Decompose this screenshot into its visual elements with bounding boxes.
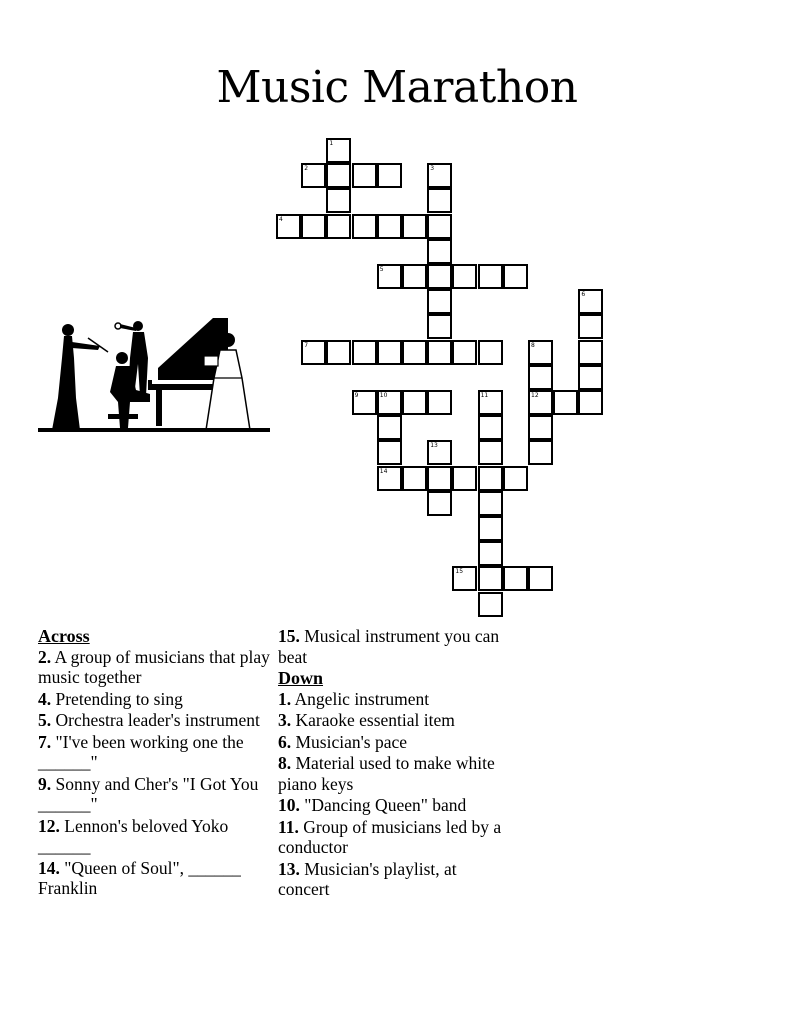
- crossword-cell[interactable]: [402, 390, 427, 415]
- crossword-cell[interactable]: [427, 188, 452, 213]
- page-title: Music Marathon: [216, 62, 578, 113]
- crossword-cell[interactable]: [276, 214, 301, 239]
- crossword-cell[interactable]: [326, 188, 351, 213]
- crossword-cell[interactable]: [578, 390, 603, 415]
- crossword-cell[interactable]: [452, 566, 477, 591]
- crossword-cell[interactable]: [301, 214, 326, 239]
- crossword-cell[interactable]: [478, 390, 503, 415]
- cell-number: 9: [354, 392, 359, 399]
- cell-number: 8: [531, 341, 535, 349]
- crossword-cell[interactable]: [578, 365, 603, 390]
- crossword-cell[interactable]: [478, 466, 503, 491]
- cell-number: 3: [430, 165, 435, 173]
- clue-across: 9. Sonny and Cher's "I Got You ______": [38, 773, 259, 814]
- crossword-cell[interactable]: [452, 264, 477, 289]
- clue-across: 7. "I've been working one the ______": [38, 731, 244, 772]
- crossword-cell[interactable]: [528, 440, 553, 465]
- crossword-cell[interactable]: [427, 289, 452, 314]
- cell-number: 12: [531, 392, 539, 399]
- crossword-cell[interactable]: [326, 340, 351, 365]
- crossword-cell[interactable]: [402, 264, 427, 289]
- crossword-cell[interactable]: [427, 440, 452, 465]
- crossword-cell[interactable]: [478, 440, 503, 465]
- clue-across: 14. "Queen of Soul", ______ Franklin: [38, 857, 241, 898]
- cell-number: 7: [304, 341, 309, 349]
- crossword-cell[interactable]: [478, 491, 503, 516]
- crossword-cell[interactable]: [427, 390, 452, 415]
- crossword-cell[interactable]: [503, 264, 528, 289]
- clues-column-right: [278, 626, 508, 901]
- crossword-cell[interactable]: [427, 264, 452, 289]
- crossword-cell[interactable]: [377, 214, 402, 239]
- crossword-cell[interactable]: [528, 390, 553, 415]
- clue-down: 3. Karaoke essential item: [278, 710, 455, 730]
- cell-number: 11: [480, 392, 489, 399]
- crossword-cell[interactable]: [452, 340, 477, 365]
- crossword-cell[interactable]: [402, 466, 427, 491]
- musicians-illustration: [38, 318, 270, 436]
- crossword-cell[interactable]: [553, 390, 578, 415]
- clue-down: 1. Angelic instrument: [278, 688, 430, 709]
- crossword-cell[interactable]: [528, 566, 553, 591]
- crossword-cell[interactable]: [301, 340, 326, 365]
- crossword-cell[interactable]: [503, 566, 528, 591]
- cell-number: 2: [304, 165, 309, 173]
- crossword-cell[interactable]: [427, 214, 452, 239]
- clue-across: 12. Lennon's beloved Yoko ______: [38, 815, 229, 856]
- crossword-cell[interactable]: [427, 340, 452, 365]
- crossword-cell[interactable]: [352, 214, 377, 239]
- crossword-cell[interactable]: [478, 566, 503, 591]
- crossword-cell[interactable]: [427, 491, 452, 516]
- down-heading: Down: [278, 668, 324, 688]
- crossword-cell[interactable]: [503, 466, 528, 491]
- crossword-cell[interactable]: [326, 163, 351, 188]
- crossword-cell[interactable]: [578, 289, 603, 314]
- crossword-cell[interactable]: [377, 440, 402, 465]
- crossword-cell[interactable]: [301, 163, 326, 188]
- crossword-cell[interactable]: [326, 138, 351, 163]
- cell-number: 15: [455, 568, 464, 576]
- clue-across: 5. Orchestra leader's instrument: [38, 710, 260, 730]
- crossword-cell[interactable]: [528, 365, 553, 390]
- crossword-cell[interactable]: [352, 163, 377, 188]
- clue-across: 4. Pretending to sing: [38, 688, 183, 709]
- crossword-cell[interactable]: [377, 163, 402, 188]
- crossword-cell[interactable]: [427, 314, 452, 339]
- crossword-cell[interactable]: [578, 314, 603, 339]
- cell-number: 5: [379, 266, 384, 273]
- crossword-cell[interactable]: [377, 390, 402, 415]
- crossword-cell[interactable]: [427, 163, 452, 188]
- clue-down: 8. Material used to make white piano keys: [278, 753, 495, 794]
- clue-across: 15. Musical instrument you can beat: [278, 626, 500, 667]
- cell-number: 10: [379, 392, 388, 399]
- crossword-cell[interactable]: [352, 390, 377, 415]
- clue-down: 11. Group of musicians led by a conductor: [278, 816, 502, 857]
- crossword-cell[interactable]: [402, 340, 427, 365]
- crossword-cell[interactable]: [578, 340, 603, 365]
- clue-down: 10. "Dancing Queen" band: [278, 795, 467, 815]
- crossword-cell[interactable]: [478, 264, 503, 289]
- clue-across: 2. A group of musicians that play music together: [38, 646, 270, 687]
- crossword-cell[interactable]: [478, 541, 503, 566]
- crossword-cell[interactable]: [452, 466, 477, 491]
- crossword-cell[interactable]: [377, 340, 402, 365]
- across-heading: Across: [38, 626, 90, 646]
- crossword-cell[interactable]: [528, 415, 553, 440]
- cell-number: 6: [581, 291, 586, 299]
- crossword-cell[interactable]: [427, 239, 452, 264]
- crossword-cell[interactable]: [402, 214, 427, 239]
- crossword-cell[interactable]: [352, 340, 377, 365]
- cell-number: 1: [329, 140, 334, 147]
- cell-number: 13: [430, 442, 438, 450]
- clues-column-left: [38, 626, 278, 900]
- crossword-cell[interactable]: [478, 340, 503, 365]
- cell-number: 14: [379, 467, 388, 475]
- crossword-cell[interactable]: [528, 340, 553, 365]
- clue-down: 6. Musician's pace: [278, 731, 408, 752]
- crossword-cell[interactable]: [478, 415, 503, 440]
- crossword-cell[interactable]: [377, 466, 402, 491]
- clue-down: 13. Musician's playlist, at concert: [278, 858, 457, 899]
- violinist-figure: [52, 324, 108, 430]
- crossword-cell[interactable]: [478, 592, 503, 617]
- crossword-cell[interactable]: [478, 516, 503, 541]
- cell-number: 4: [279, 215, 283, 223]
- crossword-cell[interactable]: [427, 466, 452, 491]
- crossword-cell[interactable]: [326, 214, 351, 239]
- crossword-cell[interactable]: [377, 264, 402, 289]
- crossword-cell[interactable]: [377, 415, 402, 440]
